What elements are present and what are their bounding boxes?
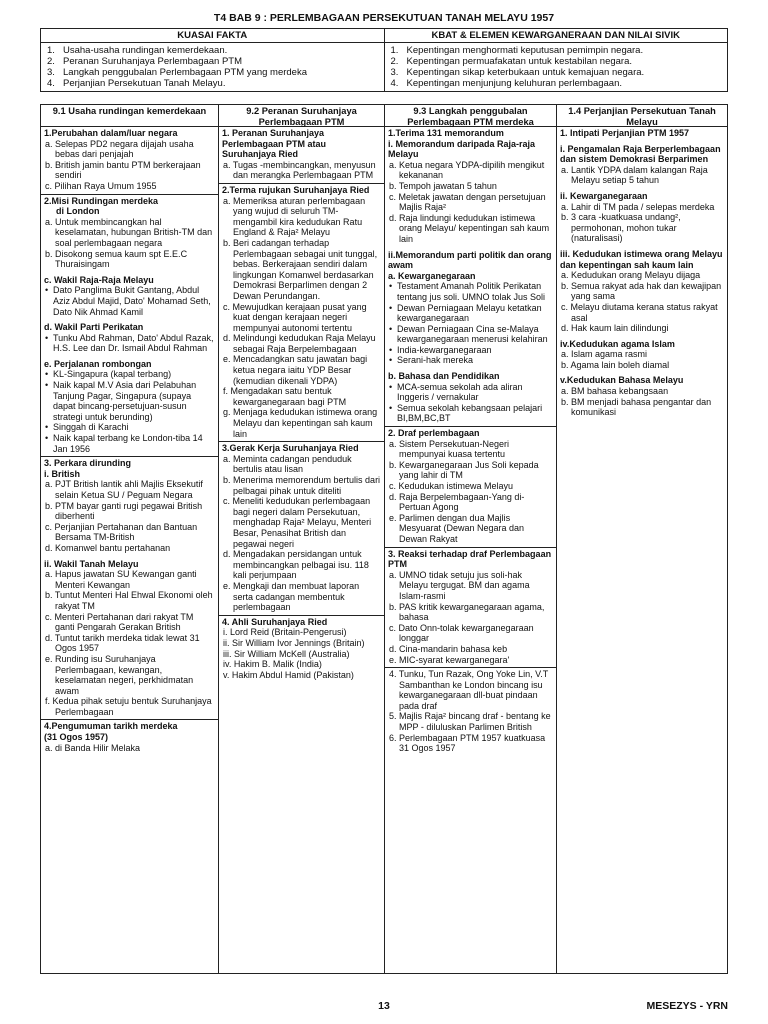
fact-item [47,67,378,78]
notes-section [385,127,556,427]
list-item: a. Lantik YDPA dalam kalangan Raja Melayu setiap 5 tahun [561,164,708,186]
list-item: e. MIC-syarat kewarganegara' [389,654,510,665]
list-item: b. Semua rakyat ada hak dan kewajipan yang sama [561,280,722,302]
list-item: b. BM menjadi bahasa pengantar dan komunikasi [561,396,712,418]
list-item: c. Kedudukan istimewa Melayu [389,481,514,491]
list-item: e. Mencadangkan satu jawatan bagi ketua negara iaitu YDP Besar (kemudian dikenali YDPA) [223,354,368,386]
notes-section [557,127,727,420]
list-item: d. Mengadakan persidangan untuk membincangkan pelbagai isu. 118 kali perjumpaan [223,549,369,581]
list-item: d. Raja Berpelembagaan-Yang di-Pertuan Agong [389,491,525,513]
list-item: b. Agama lain boleh diamal [561,359,670,370]
notes-section [385,548,556,669]
value-list [384,43,728,92]
column-9-2 [219,105,385,973]
section-heading: 2. Draf perlembagaan [388,428,480,439]
list-item: a. Islam agama rasmi [561,349,648,360]
list-item: c. Dato Onn-tolak kewarganegaraan longgar [389,622,534,644]
notes-grid [40,104,728,974]
list-item: d. Tuntut tarikh merdeka tidak lewat 31 Ogos 1957 [45,632,200,654]
bullet-item: • Dato Panglima Bukit Gantang, Abdul Aziz Abdul Majid, Dato' Mohamad Seth, Dato Nik Ahmad Kamil [44,285,215,317]
item-number: 1. [47,45,55,56]
left-heading: KUASAI FAKTA [41,29,385,43]
notes-section [385,427,556,548]
item-text: Kepentingan menghormati keputusan pemimpin negara. [406,45,644,56]
list-item: d. Raja lindungi kedudukan istimewa orang Melayu/ kepentingan sah kaum lain [389,212,550,244]
list-item: a. BM bahasa kebangsaan [561,386,669,397]
section-heading: 1.Terima 131 memorandum [388,128,504,138]
list-item: e. Runding isu Suruhanjaya Perlembagaan, kewangan, keselamatan negeri, perkhidmatan awam [45,653,194,696]
list-item: c. Perjanjian Pertahanan dan Bantuan Bersama TM-British [45,521,198,543]
list-item: c. Pilihan Raya Umum 1955 [45,180,157,191]
item-text: Langkah penggubalan Perlembagaan PTM yang merdeka [63,67,307,78]
section-heading: 4. Ahli Suruhanjaya Ried [222,616,328,627]
item-number: 3. [390,67,399,78]
notes-section [41,127,218,195]
section-heading: 4.Pengumuman tarikh merdeka [44,721,178,732]
bullet-item: • KL-Singapura (kapal terbang) [44,369,215,380]
list-item: e. Parlimen dengan dua Majlis Mesyuarat (Dewan Negara dan Dewan Rakyat [389,512,525,544]
list-item: 5. Majlis Raja² bincang draf - bentang ke MPP - diluluskan Parlimen British [389,711,551,733]
list-item: 6. Perlembagaan PTM 1957 kuatkuasa 31 Ogos 1957 [389,732,546,754]
list-item: a. Hapus jawatan SU Kewangan ganti Menteri Kewangan [45,569,197,590]
notes-section [219,127,384,184]
list-item: b. Tempoh jawatan 5 tahun [389,180,497,191]
list-item: a. Sistem Persekutuan-Negeri mempunyai kuasa tertentu [389,438,510,460]
section-heading: e. Perjalanan rombongan [44,358,152,369]
section-heading: (31 Ogos 1957) [44,732,109,743]
list-item: b. Disokong semua kaum spt E.E.C Thuraisingam [45,248,188,270]
list-item: b. Tuntut Menteri Hal Ehwal Ekonomi oleh rakyat TM [45,590,213,611]
item-number: 4. [390,78,399,89]
item-number: 2. [390,56,399,67]
section-heading: 2.Terma rujukan Suruhanjaya Ried [222,184,370,195]
list-item: iii. Sir William McKell (Australia) [223,648,350,659]
section-heading: 3. Reaksi terhadap draf Perlembagaan PTM [388,548,552,570]
list-item: ii. Sir William Ivor Jennings (Britain) [223,637,365,648]
section-heading: di London [56,206,100,217]
credit-text: MESEZYS - YRN [646,1000,728,1012]
list-item: a. PJT British lantik ahli Majlis Eksekutif selain Ketua SU / Peguam Negara [45,479,203,500]
list-item: b. Kewarganegaraan Jus Soli kepada yang lahir di TM [389,459,539,481]
list-item: a. Memeriksa aturan perlembagaan yang wujud di seluruh TM-mengambil kira kedudukan Ratu England & Raja² Melayu [223,195,366,238]
bullet-item: • Testament Amanah Politik Perikatan tentang jus soli. UMNO tolak Jus Soli [388,281,553,302]
section-heading: ii. Wakil Tanah Melayu [44,558,139,569]
list-item: a. Tugas -membincangkan, menyusun dan merangka Perlembagaan PTM [223,159,376,181]
list-item: b. Beri cadangan terhadap Perlembagaan sebagai unit tunggal, bebas. Berkerajaan sendiri dalam lingkungan Komanwel berdasarkan Demokrasi Berparlimen dengan 2 Dewan Perundangan. [223,237,378,301]
bullet-item: • Dewan Perniagaan Cina se-Malaya kewarganegaraan menerusi kelahiran [388,324,553,345]
section-heading: c. Wakil Raja-Raja Melayu [44,274,154,285]
section-heading: 3.Gerak Kerja Suruhanjaya Ried [222,443,359,454]
section-heading: iv.Kedudukan agama Islam [560,338,675,349]
summary-table [40,28,728,92]
notes-section [41,195,218,458]
fact-item [47,56,378,67]
section-heading: 2.Misi Rundingan merdeka [44,195,159,206]
section-heading: b. Bahasa dan Pendidikan [388,371,500,382]
list-item: b. British jamin bantu PTM berkerajaan sendiri [45,159,201,181]
list-item: f. Mengadakan satu bentuk kewarganegaraan bagi PTM [223,386,347,407]
column-9-1 [41,105,219,973]
section-heading: 3. Perkara dirunding [44,458,132,469]
column-heading: 9.1 Usaha rundingan kemerdekaan [41,105,218,127]
section-heading: ii.Memorandum parti politik dan orang awam [388,249,552,271]
list-item: a. Lahir di TM pada / selepas merdeka [561,201,715,212]
list-item: iv. Hakim B. Malik (India) [223,659,322,670]
notes-section [41,720,218,755]
notes-section [219,442,384,616]
item-number: 4. [47,78,55,89]
column-heading: 9.3 Langkah penggubalan Perlembagaan PTM merdeka [385,105,556,127]
column-heading: 1.4 Perjanjian Persekutuan Tanah Melayu [557,105,727,127]
list-item: c. Mewujudkan kerajaan pusat yang kuat dengan kerajaan negeri mempunyai autonomi tertentu [223,301,367,333]
list-item: b. 3 cara -kuatkuasa undang², permohonan, mohon tukar (naturalisasi) [561,212,681,244]
item-text: Perjanjian Persekutuan Tanah Melayu. [63,78,226,89]
value-item [391,78,722,89]
list-item: a. Untuk membincangkan hal keselamatan, hubungan British-TM dan soal perlembagaan negara [45,216,213,248]
bullet-item: • Serani-hak mereka [388,355,553,366]
item-text: Kepentingan permuafakatan untuk kestabilan negara. [406,56,633,67]
column-heading: 9.2 Peranan Suruhanjaya Perlembagaan PTM [219,105,384,127]
item-number: 1. [390,45,399,56]
section-heading: 1. Intipati Perjanjian PTM 1957 [560,128,690,138]
notes-section [219,616,384,683]
bullet-item: • Naik kapal M.V Asia dari Pelabuhan Tanjung Pagar, Singapura (supaya dapat bincang-persetujuan-susun strategi untuk berunding) [44,380,215,422]
list-item: d. Melindungi kedudukan Raja Melayu sebagai Raja Berpelembagaan [223,333,376,354]
list-item: a. Kedudukan orang Melayu dijaga [561,270,701,281]
section-heading: iii. Kedudukan istimewa orang Melayu dan kepentingan sah kaum lain [560,248,723,270]
item-text: Kepentingan sikap keterbukaan untuk kemajuan negara. [406,67,645,78]
section-heading: 1. Peranan Suruhanjaya Perlembagaan PTM atau Suruhanjaya Ried [222,128,327,160]
list-item: 4. Tunku, Tun Razak, Ong Yoke Lin, V.T Sambanthan ke London bincang isu kewarganegaraan dll-buat pindaan pada draf [389,669,549,711]
notes-section [385,668,556,756]
column-9-3 [385,105,557,973]
bullet-item: • Semua sekolah kebangsaan pelajari BI,BM,BC,BT [388,403,553,424]
item-number: 3. [47,67,55,78]
list-item: d. Cina-mandarin bahasa keb [389,643,508,654]
list-item: c. Melayu diutama kerana status rakyat asal [561,301,718,323]
section-heading: i. British [44,468,81,479]
section-heading: i. Memorandum daripada Raja-raja Melayu [388,138,536,160]
bullet-item: • Dewan Perniagaan Melayu ketatkan kewarganegaraan [388,303,553,324]
list-item: c. Menteri Pertahanan dari rakyat TM ganti Pengarah Gerakan British [45,611,194,633]
list-item: c. Meneliti kedudukan perlembagaan bagi negeri dalam Persekutuan, menghadap Raja² Melayu, Menteri Besar, Penasihat British dan pegawai negeri [223,496,372,549]
section-heading: ii. Kewarganegaraan [560,190,648,201]
list-item: a. di Banda Hilir Melaka [45,742,141,753]
section-heading: v.Kedudukan Bahasa Melayu [560,375,684,386]
fact-list [41,43,385,92]
section-heading: i. Pengamalan Raja Berperlembagaan dan sistem Demokrasi Berparimen [560,143,721,165]
item-text: Peranan Suruhanjaya Perlembagaan PTM [63,56,243,67]
bullet-item: • Naik kapal terbang ke London-tiba 14 Jan 1956 [44,433,215,454]
bullet-item: • India-kewarganegaraan [388,345,553,356]
column-1-4 [557,105,727,973]
list-item: f. Kedua pihak setuju bentuk Suruhanjaya Perlembagaan [45,696,212,717]
list-item: a. Selepas PD2 negara dijajah usaha bebas dari penjajah [45,138,194,160]
fact-item [47,45,378,56]
bullet-item: • Singgah di Karachi [44,422,215,433]
list-item: c. Meletak jawatan dengan persetujuan Majlis Raja² [389,191,546,213]
list-item: b. PTM bayar ganti rugi pegawai British diberhenti [45,500,203,522]
list-item: d. Komanwel bantu pertahanan [45,542,171,553]
list-item: a. Meminta cadangan penduduk bertulis atau lisan [223,453,352,475]
list-item: g. Menjaga kedudukan istimewa orang Melayu dan kepentingan sah kaum lain [223,407,378,439]
item-number: 2. [47,56,55,67]
notes-section [219,184,384,442]
list-item: d. Hak kaum lain dilindungi [561,323,669,334]
notes-section [41,457,218,720]
value-item [391,45,722,56]
page-number: 13 [378,1000,390,1012]
bullet-item: • MCA-semua sekolah ada aliran Inggeris / vernakular [388,382,553,403]
bullet-item: • Tunku Abd Rahman, Dato' Abdul Razak, H.S. Lee dan Dr. Ismail Abdul Rahman [44,333,215,354]
item-text: Kepentingan menjunjung keluhuran perlembagaan. [406,78,622,89]
right-heading: KBAT & ELEMEN KEWARGANERAAN DAN NILAI SIVIK [384,29,728,43]
value-item [391,56,722,67]
value-item [391,67,722,78]
list-item: b. PAS kritik kewarganegaraan agama, bahasa [389,601,545,623]
list-item: b. Menerima memorendum bertulis dari pelbagai pihak untuk diteliti [223,475,381,496]
list-item: a. UMNO tidak setuju jus soli-hak Melayu tergugat. BM dan agama Islam-rasmi [389,569,530,601]
list-item: v. Hakim Abdul Hamid (Pakistan) [223,669,354,680]
section-heading: a. Kewarganegaraan [388,270,476,281]
fact-item [47,78,378,89]
page-title: T4 BAB 9 : PERLEMBAGAAN PERSEKUTUAN TANAH MELAYU 1957 [213,12,555,24]
list-item: i. Lord Reid (Britain-Pengerusi) [223,627,347,638]
section-heading: d. Wakil Parti Perikatan [44,322,144,333]
list-item: e. Mengkaji dan membuat laporan serta cadangan membentuk perlembagaan [223,580,360,613]
section-heading: 1.Perubahan dalam/luar negara [44,128,178,138]
list-item: a. Ketua negara YDPA-dipilih mengikut kekananan [389,159,545,181]
item-text: Usaha-usaha rundingan kemerdekaan. [63,45,228,56]
